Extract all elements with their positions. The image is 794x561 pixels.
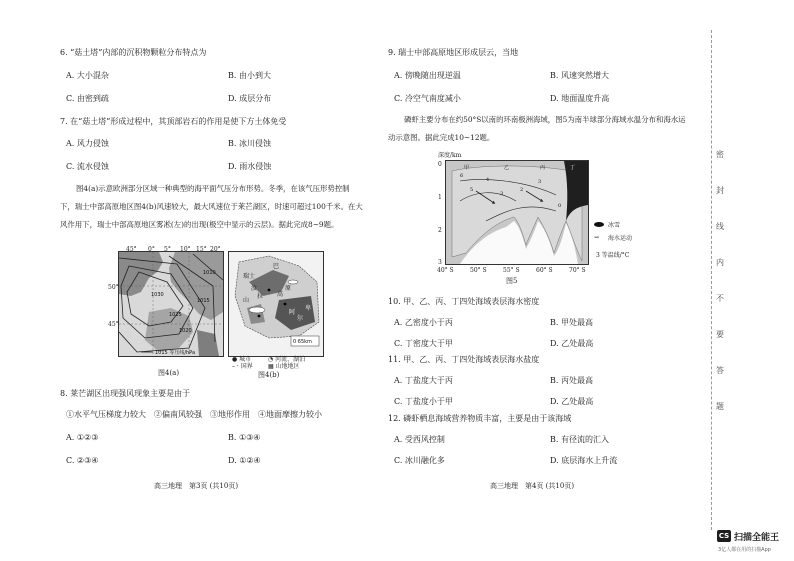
isobar-label: 1025 xyxy=(169,312,182,318)
q7-option-c: C. 流水侵蚀 xyxy=(66,162,109,171)
q12-option-c: C. 冰川融化多 xyxy=(394,456,445,465)
figure-4b-switzerland-map xyxy=(228,251,324,357)
isobar-label: 1020 xyxy=(179,328,192,334)
fig4a-lat-label: 45° xyxy=(108,321,119,328)
q11-option-c: C. 丁盐度小于甲 xyxy=(394,397,453,406)
margin-char: 题 xyxy=(716,402,724,411)
binding-margin-line xyxy=(711,30,712,530)
q10-option-a: A. 乙密度小于丙 xyxy=(394,318,453,327)
fig4b-scale: 0 65km xyxy=(293,339,312,345)
q8-option-b: B. ①③④ xyxy=(228,433,261,442)
fig5-isotherm-label: 0 xyxy=(558,203,562,209)
isobar-label: 1010 xyxy=(203,270,216,276)
fig4a-lon-label: 45° xyxy=(126,246,137,253)
fig5-xtick: 60° S xyxy=(536,267,553,274)
q8-numbered-options: ①水平气压梯度力较大 ②偏南风较强 ③地形作用 ④地面摩擦力较小 xyxy=(66,410,322,419)
q7-stem: 7. 在“菇土塔”形成过程中，其顶部岩石的作用是使下方土体免受 xyxy=(60,117,287,126)
fig5-xtick: 70° S xyxy=(569,267,586,274)
fig4b-label: 拉 xyxy=(257,293,264,300)
fig-4b-caption: 图4(b) xyxy=(258,371,280,379)
fig-5-caption: 图5 xyxy=(506,277,518,285)
fig4a-lon-label: 10° xyxy=(180,246,191,253)
fig5-point-ding: 丁 xyxy=(570,165,576,171)
q8-option-c: C. ②③④ xyxy=(66,456,99,465)
fig5-point-bing: 丙 xyxy=(540,165,546,171)
fig4b-label: 原 xyxy=(285,285,292,292)
q11-option-a: A. 丁盐度大于丙 xyxy=(394,376,453,385)
left-page-footer: 高三地理 第3页 (共10页) xyxy=(154,482,239,490)
q12-option-b: B. 有径流的汇入 xyxy=(550,435,609,444)
q6-option-a: A. 大小混杂 xyxy=(66,71,109,80)
fig5-legend-arrow-icon: ⇝ xyxy=(594,234,600,241)
fig5-xtick: 55° S xyxy=(503,267,520,274)
fig4b-label: 巴 xyxy=(273,263,280,270)
q7-option-d: D. 雨水侵蚀 xyxy=(228,162,272,171)
q10-option-b: B. 甲处最高 xyxy=(550,318,593,327)
passage-2-line-2: 动示意图。据此完成10~12题。 xyxy=(388,133,495,142)
fig5-ylabel: 深度/km xyxy=(438,152,462,159)
fig5-xtick: 40° S xyxy=(437,267,454,274)
q8-option-a: A. ①②③ xyxy=(66,433,99,442)
fig4b-legend-water: ◔ 河流、湖泊 xyxy=(268,356,306,363)
right-page-footer: 高三地理 第4页 (共10页) xyxy=(490,482,575,490)
q11-stem: 11. 甲、乙、丙、丁四处海域表层海水盐度 xyxy=(388,355,540,364)
margin-char: 密 xyxy=(716,150,724,159)
fig5-point-yi: 乙 xyxy=(504,165,510,171)
passage-2-line-1: 磷虾主要分布在约50°S以南的环南极洲海域，图5为南半球部分海域水温分布和海水运 xyxy=(404,115,686,124)
margin-char: 不 xyxy=(716,294,724,303)
fig5-point-jia: 甲 xyxy=(464,165,470,171)
fig5-legend-flow: 海水运动 xyxy=(608,235,633,242)
fig5-isotherm-label: 2 xyxy=(520,187,524,193)
q10-option-c: C. 丁密度大于甲 xyxy=(394,339,453,348)
isobar-label: 1015 xyxy=(197,298,210,304)
fig4a-lon-label: 5° xyxy=(164,246,171,253)
fig4b-label: 阿 xyxy=(289,309,296,316)
q12-option-a: A. 受西风控制 xyxy=(394,435,445,444)
fig4b-label: 卑 xyxy=(305,305,312,312)
q9-option-a: A. 傍晚随出现逆温 xyxy=(394,71,461,80)
fig4b-legend-city: ● 城市 xyxy=(232,356,252,363)
fig5-isotherm-label: 6 xyxy=(460,173,464,179)
fig5-legend-isotherm: 3 等温线/°C xyxy=(596,252,630,259)
q9-option-d: D. 地面温度升高 xyxy=(550,94,610,103)
figure-5-ocean-temperature xyxy=(445,160,589,265)
q6-option-b: B. 由小到大 xyxy=(228,71,271,80)
camscanner-logo-icon: CS xyxy=(718,532,730,540)
fig5-isotherm-label: 5 xyxy=(470,187,474,193)
fig5-isotherm-label: 3 xyxy=(500,191,504,197)
passage-line-2: 下，瑞士中部高原地区图4(b)风速较大，最大风速位于莱芒湖区，时速可超过100千米。在大 xyxy=(60,202,363,211)
fig5-isotherm-label: 4 xyxy=(486,177,490,183)
passage-line-3: 风作用下，瑞士中部高原地区雾凇(左)的出现(极空中显示的云层)。据此完成8~9题。 xyxy=(60,220,339,229)
fig4b-legend-mountain: ▦ 山地地区 xyxy=(268,363,300,370)
margin-char: 内 xyxy=(716,258,724,267)
fig4b-label: 山 xyxy=(243,297,250,304)
fig5-ytick: 3 xyxy=(438,259,442,266)
fig4a-lat-label: 50° xyxy=(108,284,119,291)
fig4b-label: 瑞士 xyxy=(243,273,256,280)
margin-char: 要 xyxy=(716,330,724,339)
q7-option-b: B. 冰川侵蚀 xyxy=(228,139,271,148)
fig4b-label: 高 xyxy=(277,291,284,298)
margin-char: 线 xyxy=(716,222,724,231)
fig5-isotherm-label: 3 xyxy=(538,179,542,185)
fig5-ice-swatch xyxy=(594,222,604,227)
fig5-ytick: 1 xyxy=(438,194,442,201)
isobar-label: 1030 xyxy=(151,292,164,298)
q11-option-b: B. 丙处最高 xyxy=(550,376,593,385)
margin-char: 答 xyxy=(716,366,724,375)
q11-option-d: D. 乙处最高 xyxy=(550,397,594,406)
fig4a-lon-label: 20° xyxy=(210,246,221,253)
q8-option-d: D. ①②④ xyxy=(228,456,261,465)
fig4b-label: 汝 xyxy=(251,285,258,292)
fig-4a-caption: 图4(a) xyxy=(158,369,180,377)
q6-stem: 6. “菇土塔”内部的沉积物颗粒分布特点为 xyxy=(60,48,207,57)
fig5-legend-ice: 冰雪 xyxy=(608,222,621,229)
q6-option-d: D. 成层分布 xyxy=(228,94,272,103)
q12-option-d: D. 底层海水上升流 xyxy=(550,456,618,465)
q10-option-d: D. 乙处最高 xyxy=(550,339,594,348)
q9-option-c: C. 冷空气南度减小 xyxy=(394,94,461,103)
q7-option-a: A. 风力侵蚀 xyxy=(66,139,109,148)
q9-stem: 9. 瑞士中部高原地区形成层云，当地 xyxy=(388,48,519,57)
fig5-xtick: 50° S xyxy=(470,267,487,274)
q10-stem: 10. 甲、乙、丙、丁四处海域表层海水密度 xyxy=(388,297,540,306)
fig4b-label: 尔 xyxy=(297,315,304,322)
fig-4a-legend: 1015 等压线/hPa xyxy=(155,350,196,356)
margin-char: 封 xyxy=(716,186,724,195)
passage-line-1: 图4(a)示意欧洲部分区域一种典型的海平面气压分布形势。冬季，在该气压形势控制 xyxy=(76,184,350,193)
camscanner-name: 扫描全能王 xyxy=(734,533,780,543)
camscanner-tagline: 3亿人都在用的扫描App xyxy=(718,547,771,553)
fig4a-lon-label: 15° xyxy=(196,246,207,253)
fig4a-lon-label: 0° xyxy=(148,246,155,253)
fig4b-legend-border: – · 国界 xyxy=(232,363,253,370)
fig5-ytick: 0 xyxy=(438,161,442,168)
q8-stem: 8. 莱芒湖区出现强风现象主要是由于 xyxy=(60,389,191,398)
q9-option-b: B. 风速突然增大 xyxy=(550,71,609,80)
figure-4a-pressure-map xyxy=(118,251,224,357)
q12-stem: 12. 磷虾栖息海域营养物质丰富，主要是由于该海域 xyxy=(388,414,572,423)
q6-option-c: C. 由密到疏 xyxy=(66,94,109,103)
fig5-ytick: 2 xyxy=(438,227,442,234)
